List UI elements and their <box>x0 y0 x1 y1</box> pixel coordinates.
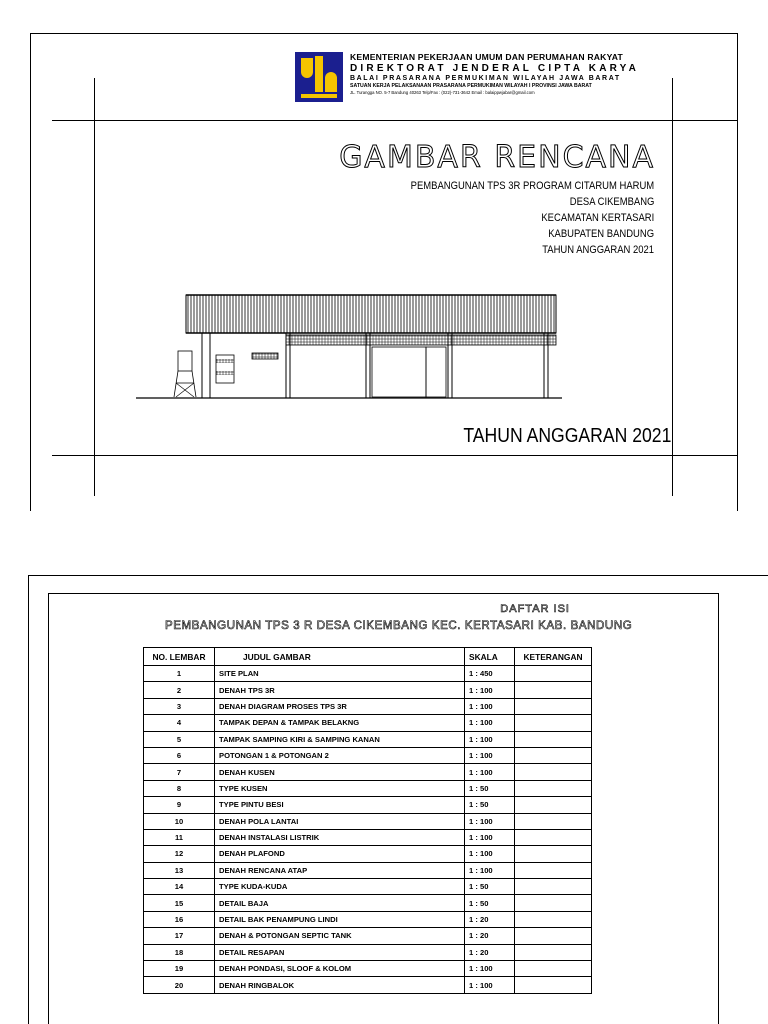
row-number: 2 <box>144 682 215 698</box>
row-number: 13 <box>144 862 215 878</box>
row-scale: 1 : 100 <box>465 829 515 845</box>
col-header-scale: SKALA <box>465 648 515 666</box>
row-scale: 1 : 100 <box>465 846 515 862</box>
row-scale: 1 : 100 <box>465 698 515 714</box>
agency-header <box>350 52 652 95</box>
table-row <box>144 862 592 878</box>
row-note <box>515 813 592 829</box>
table-row <box>144 961 592 977</box>
row-number: 16 <box>144 911 215 927</box>
table-row <box>144 911 592 927</box>
subtitle-line: KECAMATAN KERTASARI <box>541 212 654 224</box>
row-note <box>515 944 592 960</box>
row-number: 4 <box>144 715 215 731</box>
row-number: 14 <box>144 879 215 895</box>
row-scale: 1 : 50 <box>465 780 515 796</box>
table-row <box>144 928 592 944</box>
table-row <box>144 747 592 763</box>
row-scale: 1 : 100 <box>465 961 515 977</box>
table-row <box>144 797 592 813</box>
subtitle-line: PEMBANGUNAN TPS 3R PROGRAM CITARUM HARUM <box>410 180 654 192</box>
subtitle-line: DESA CIKEMBANG <box>569 196 654 208</box>
table-row <box>144 764 592 780</box>
row-number: 15 <box>144 895 215 911</box>
sheet2-left-line <box>28 575 29 1024</box>
frame-left-line <box>30 33 31 511</box>
row-title: DENAH KUSEN <box>215 764 465 780</box>
table-row <box>144 829 592 845</box>
sheet2-top-line <box>28 575 768 576</box>
frame-inner-bottom-line <box>52 455 738 456</box>
sheet2-inner-top-line <box>48 593 718 594</box>
building-elevation-drawing <box>130 285 570 405</box>
row-scale: 1 : 50 <box>465 879 515 895</box>
row-scale: 1 : 100 <box>465 764 515 780</box>
row-note <box>515 911 592 927</box>
row-title: TAMPAK DEPAN & TAMPAK BELAKNG <box>215 715 465 731</box>
row-number: 18 <box>144 944 215 960</box>
table-row <box>144 731 592 747</box>
cover-title: GAMBAR RENCANA <box>339 140 655 175</box>
row-scale: 1 : 50 <box>465 797 515 813</box>
sheet2-inner-right-line <box>718 593 719 1024</box>
row-title: TAMPAK SAMPING KIRI & SAMPING KANAN <box>215 731 465 747</box>
col-header-no: NO. LEMBAR <box>144 648 215 666</box>
row-note <box>515 879 592 895</box>
col-header-title: JUDUL GAMBAR <box>215 648 465 666</box>
row-scale: 1 : 100 <box>465 715 515 731</box>
index-heading: DAFTAR ISI <box>500 603 570 615</box>
row-note <box>515 977 592 993</box>
row-title: DENAH PLAFOND <box>215 846 465 862</box>
table-row <box>144 666 592 682</box>
frame-right-line <box>737 33 738 511</box>
table-row <box>144 682 592 698</box>
frame-inner-top-line <box>52 120 738 121</box>
row-number: 7 <box>144 764 215 780</box>
row-number: 12 <box>144 846 215 862</box>
index-project-title: PEMBANGUNAN TPS 3 R DESA CIKEMBANG KEC. KERTASARI KAB. BANDUNG <box>165 620 633 632</box>
table-row <box>144 698 592 714</box>
ministry-logo <box>295 52 343 102</box>
row-title: DENAH & POTONGAN SEPTIC TANK <box>215 928 465 944</box>
row-number: 20 <box>144 977 215 993</box>
row-note <box>515 715 592 731</box>
row-title: TYPE PINTU BESI <box>215 797 465 813</box>
row-scale: 1 : 20 <box>465 928 515 944</box>
row-note <box>515 829 592 845</box>
row-note <box>515 731 592 747</box>
row-note <box>515 747 592 763</box>
row-number: 1 <box>144 666 215 682</box>
row-scale: 1 : 100 <box>465 682 515 698</box>
row-number: 6 <box>144 747 215 763</box>
frame-inner-left-line <box>94 78 95 496</box>
frame-inner-right-line <box>672 78 673 496</box>
row-title: DETAIL RESAPAN <box>215 944 465 960</box>
row-scale: 1 : 50 <box>465 895 515 911</box>
row-number: 19 <box>144 961 215 977</box>
row-note <box>515 666 592 682</box>
ministry-name: KEMENTERIAN PEKERJAAN UMUM DAN PERUMAHAN RAKYAT <box>350 52 623 62</box>
table-row <box>144 977 592 993</box>
row-note <box>515 698 592 714</box>
row-title: DENAH INSTALASI LISTRIK <box>215 829 465 845</box>
row-title: SITE PLAN <box>215 666 465 682</box>
agency-address: JL. Turangga NO. 5-7 Bandung 40263 Telp/Fax : (022)-731-3642 Email : balaippwjabar@gmail.com <box>350 90 535 95</box>
row-number: 3 <box>144 698 215 714</box>
col-header-note: KETERANGAN <box>515 648 592 666</box>
subtitle-line: TAHUN ANGGARAN 2021 <box>542 244 654 256</box>
row-scale: 1 : 100 <box>465 813 515 829</box>
row-note <box>515 862 592 878</box>
row-title: DETAIL BAJA <box>215 895 465 911</box>
table-row <box>144 813 592 829</box>
row-scale: 1 : 20 <box>465 911 515 927</box>
row-number: 10 <box>144 813 215 829</box>
row-title: TYPE KUDA-KUDA <box>215 879 465 895</box>
row-title: DENAH TPS 3R <box>215 682 465 698</box>
row-scale: 1 : 100 <box>465 862 515 878</box>
row-title: DENAH DIAGRAM PROSES TPS 3R <box>215 698 465 714</box>
row-title: DETAIL BAK PENAMPUNG LINDI <box>215 911 465 927</box>
row-title: DENAH RENCANA ATAP <box>215 862 465 878</box>
table-row <box>144 846 592 862</box>
row-number: 8 <box>144 780 215 796</box>
row-title: DENAH RINGBALOK <box>215 977 465 993</box>
row-title: TYPE KUSEN <box>215 780 465 796</box>
row-note <box>515 928 592 944</box>
row-scale: 1 : 100 <box>465 977 515 993</box>
sheet2-inner-left-line <box>48 593 49 1024</box>
row-note <box>515 895 592 911</box>
row-note <box>515 780 592 796</box>
row-number: 5 <box>144 731 215 747</box>
cover-year-label: TAHUN ANGGARAN 2021 <box>462 425 671 447</box>
table-row <box>144 895 592 911</box>
row-note <box>515 764 592 780</box>
table-row <box>144 715 592 731</box>
row-note <box>515 797 592 813</box>
row-scale: 1 : 450 <box>465 666 515 682</box>
row-title: POTONGAN 1 & POTONGAN 2 <box>215 747 465 763</box>
row-scale: 1 : 100 <box>465 731 515 747</box>
balai-name: BALAI PRASARANA PERMUKIMAN WILAYAH JAWA BARAT <box>350 75 621 82</box>
table-row <box>144 780 592 796</box>
table-header-row <box>144 648 592 666</box>
row-title: DENAH POLA LANTAI <box>215 813 465 829</box>
row-note <box>515 961 592 977</box>
row-number: 17 <box>144 928 215 944</box>
row-note <box>515 682 592 698</box>
row-note <box>515 846 592 862</box>
frame-top-line <box>30 33 738 34</box>
table-row <box>144 879 592 895</box>
table-row <box>144 944 592 960</box>
directorate-name: DIREKTORAT JENDERAL CIPTA KARYA <box>350 63 640 74</box>
row-scale: 1 : 100 <box>465 747 515 763</box>
subtitle-line: KABUPATEN BANDUNG <box>548 228 654 240</box>
satker-name: SATUAN KERJA PELAKSANAAN PRASARANA PERMUKIMAN WILAYAH I PROVINSI JAWA BARAT <box>350 83 592 89</box>
row-number: 9 <box>144 797 215 813</box>
row-scale: 1 : 20 <box>465 944 515 960</box>
row-title: DENAH PONDASI, SLOOF & KOLOM <box>215 961 465 977</box>
drawing-index-table <box>143 647 592 994</box>
row-number: 11 <box>144 829 215 845</box>
